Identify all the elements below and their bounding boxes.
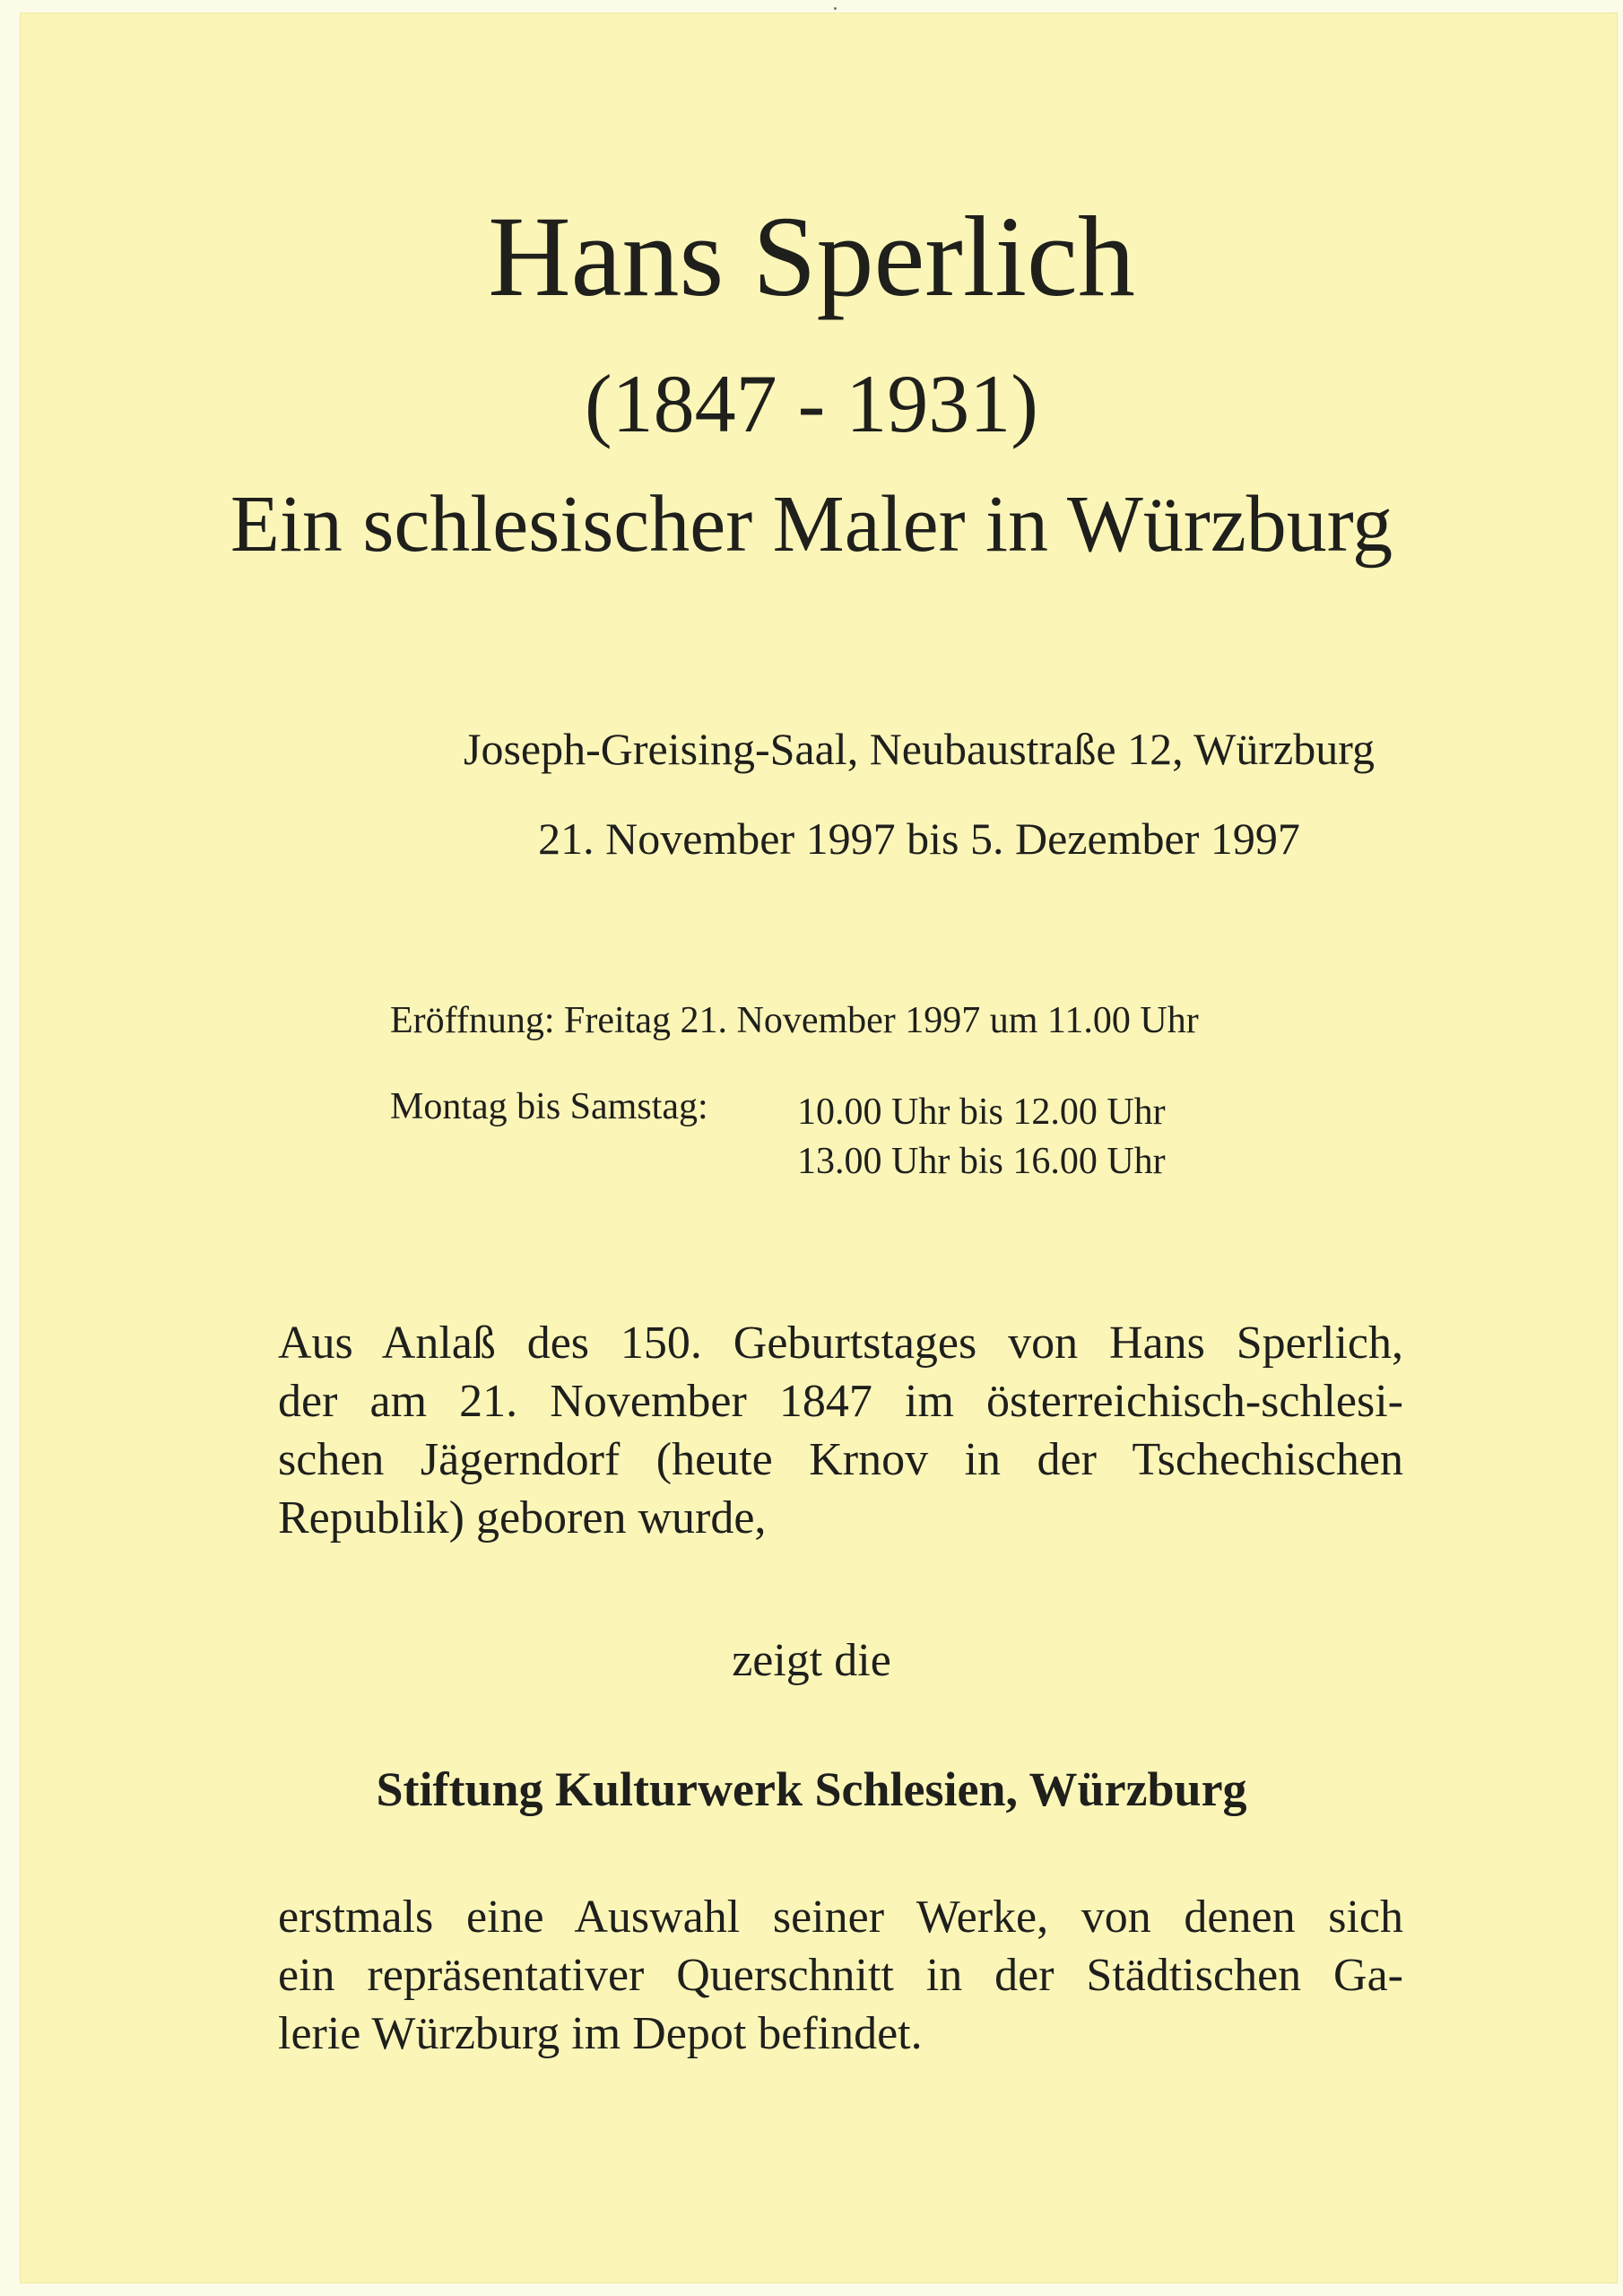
shows-text: zeigt die <box>732 1635 891 1686</box>
speck-mark <box>834 7 837 10</box>
opening-hours-morning: 10.00 Uhr bis 12.00 Uhr <box>797 1091 1166 1133</box>
intro-line: Republik) geboren wurde, <box>278 1492 767 1544</box>
venue-address: Joseph-Greising-Saal, Neubaustraße 12, Würzburg <box>464 724 1375 774</box>
exhibition-dates: 21. November 1997 bis 5. Dezember 1997 <box>538 813 1300 864</box>
foundation-name: Stiftung Kulturwerk Schlesien, Würzburg <box>376 1762 1247 1816</box>
closing-line: ein repräsentativer Querschnitt in der Städtischen Ga- <box>278 1950 1403 2001</box>
closing-line: lerie Würzburg im Depot befindet. <box>278 2008 923 2059</box>
intro-line: Aus Anlaß des 150. Geburtstages von Hans Sperlich, <box>278 1318 1403 1369</box>
closing-paragraph <box>278 1888 1403 2063</box>
intro-line: der am 21. November 1847 im österreichisch-schlesi- <box>278 1376 1403 1427</box>
lifespan: (1847 - 1931) <box>585 358 1038 449</box>
subtitle: Ein schlesischer Maler in Würzburg <box>230 480 1393 569</box>
intro-paragraph <box>278 1314 1403 1547</box>
closing-line: erstmals eine Auswahl seiner Werke, von denen sich <box>278 1892 1403 1943</box>
page-title: Hans Sperlich <box>488 193 1135 320</box>
opening-info: Eröffnung: Freitag 21. November 1997 um 11.00 Uhr <box>390 1000 1199 1041</box>
intro-line: schen Jägerndorf (heute Krnov in der Tschechischen <box>278 1434 1403 1485</box>
opening-days-label: Montag bis Samstag: <box>390 1086 708 1127</box>
opening-hours-afternoon: 13.00 Uhr bis 16.00 Uhr <box>797 1141 1166 1182</box>
opening-hours <box>797 1088 1166 1187</box>
